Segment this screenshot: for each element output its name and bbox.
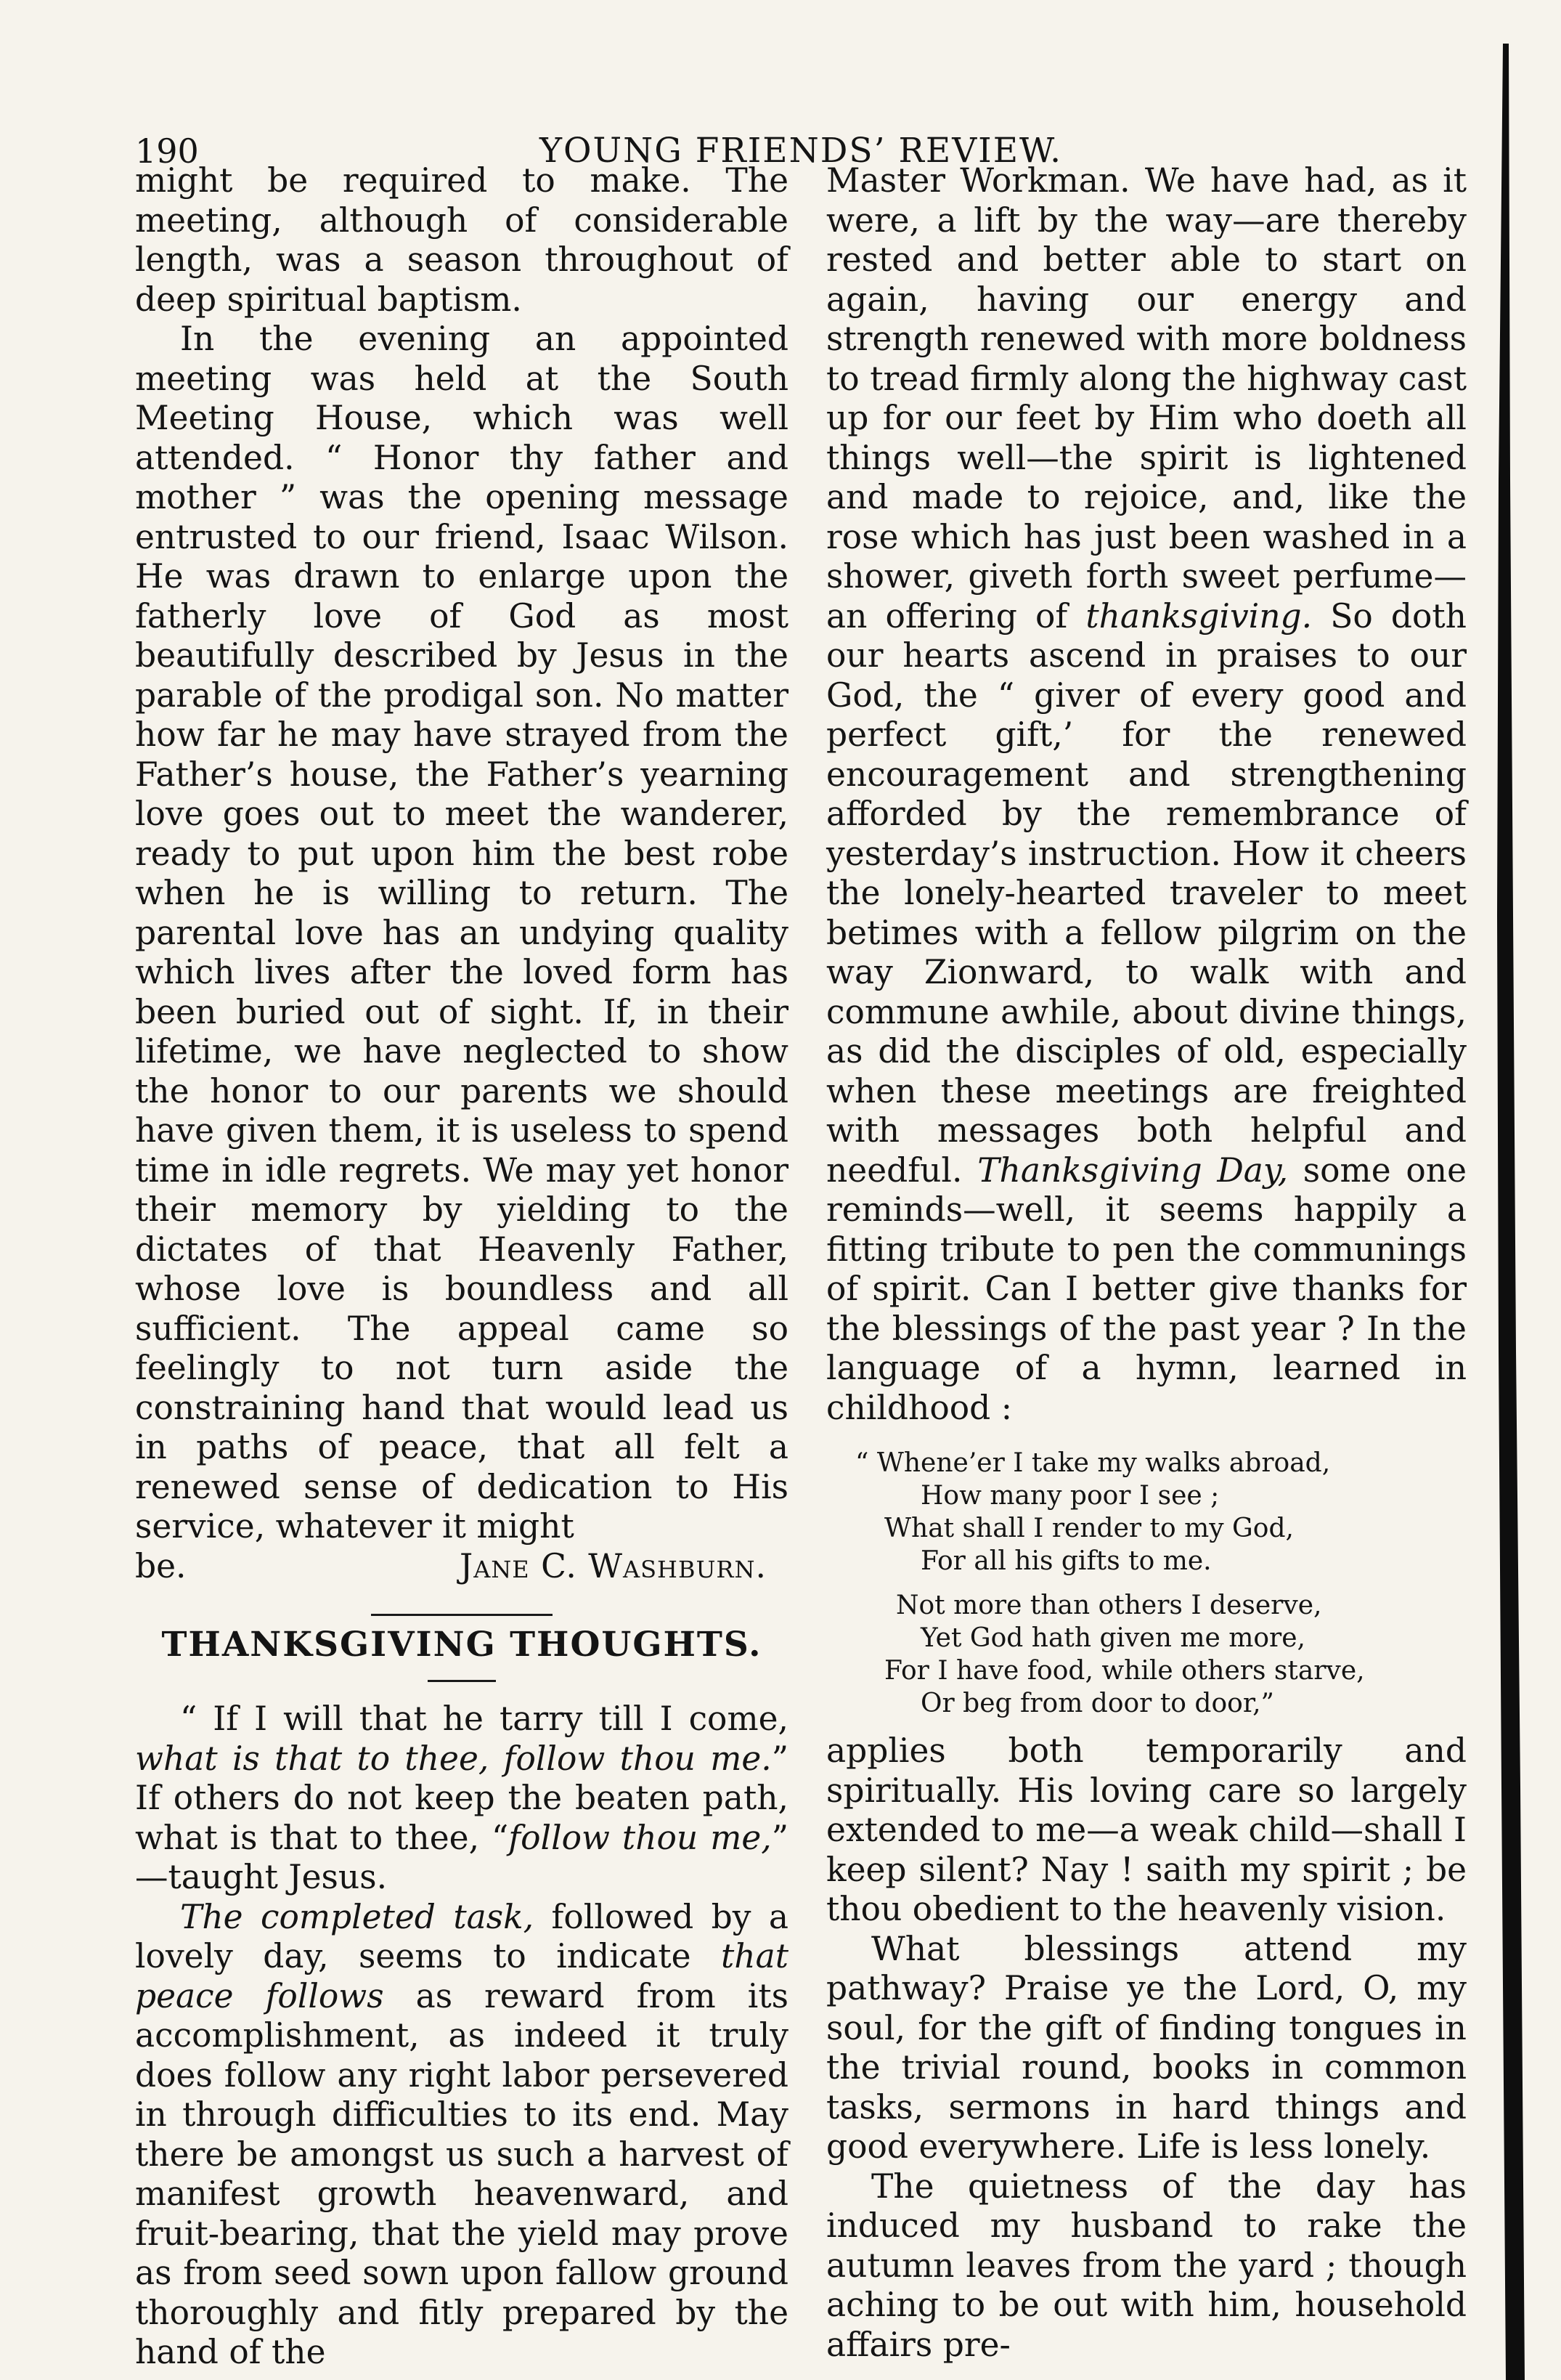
running-head: YOUNG FRIENDS’ REVIEW.: [539, 131, 1063, 171]
poem-line: How many poor I see ;: [921, 1481, 1220, 1511]
poem-line: “ Whene’er I take my walks abroad,: [855, 1448, 1331, 1478]
page-number: 190: [135, 131, 199, 171]
paragraph: In the evening an appointed meeting was held at the South Meeting House, which was well attended. “ Honor thy father and mother ” was the opening message entrusted to our friend, Isaac Wilson. He was drawn to enlarge upon the fatherly love of God as most beautifully described by Jesus in the parable of the prodigal son. No matter how far he may have strayed from the Father’s house, the Father’s yearning love goes out to meet the wanderer, ready to put upon him the best robe when he is willing to return. The parental love has an undying quality which lives after the loved form has been buried out of sight. If, in their lifetime, we have neglected to show the honor to our parents we should have given them, it is useless to spend time in idle regrets. We may yet honor their memory by yielding to the dictates of that Heavenly Father, whose love is boundless and all sufficient. The appeal came so feelingly to not turn aside the constraining hand that would lead us in paths of peace, that all felt a renewed sense of dedication to His service, whatever it might: [135, 320, 788, 1546]
italic-text: that peace follows: [135, 1937, 788, 2015]
italic-text: thanksgiving.: [1085, 596, 1313, 635]
stanza: [826, 1589, 1467, 1720]
text-run: ” —taught Jesus.: [135, 1818, 788, 1896]
poem-line: Not more than others I deserve,: [896, 1591, 1322, 1620]
text-run: So doth our hearts ascend in praises to our God, the “ giver of every good and perfect gift,’ for the renewed encouragement and strengthening afforded by the remembrance of yesterday’s instruction. How it cheers the lonely-hearted traveler to meet betimes with a fellow pilgrim on the way Zionward, to walk with and commune awhile, about divine things, as did the disciples of old, especially when these meetings are freighted with messages both helpful and needful.: [826, 596, 1467, 1190]
poem-line: What shall I render to my God,: [884, 1514, 1294, 1543]
paragraph: What blessings attend my pathway? Praise ye the Lord, O, my soul, for the gift of finding tongues in the trivial round, books in common tasks, sermons in hard things and good everywhere. Life is less lonely.: [826, 1929, 1467, 2166]
paragraph-end: be.: [135, 1546, 187, 1585]
left-column: [135, 161, 788, 2373]
italic-text: Thanksgiving Day,: [977, 1150, 1289, 1190]
title-rule: [428, 1680, 496, 1682]
hymn-quote: [826, 1447, 1467, 1720]
text-run: as reward from its accomplishment, as indeed it truly does follow any right labor persevered in through difficulties to its end. May there be amongst us such a harvest of manifest growth heavenward, and fruit-bearing, that the yield may prove as from seed sown upon fallow ground thoroughly and fitly prepared by the hand of the: [135, 1976, 788, 2371]
paragraph: [135, 1699, 788, 1898]
poem-line: For I have food, while others starve,: [884, 1656, 1365, 1686]
poem-line: For all his gifts to me.: [921, 1546, 1212, 1576]
paragraph: might be required to make. The meeting, although of considerable length, was a season throughout of deep spiritual baptism.: [135, 161, 788, 319]
italic-text: what is that to thee, follow thou me.: [135, 1739, 772, 1778]
page-edge-shadow: [1481, 44, 1532, 2380]
text-run: ” If others do not keep the beaten path, what is that to thee, “: [135, 1739, 788, 1857]
stanza: [826, 1447, 1467, 1577]
signature: Jane C. Washburn.: [459, 1546, 767, 1585]
italic-text: The completed task,: [180, 1897, 534, 1936]
right-column: [826, 161, 1467, 2365]
poem-line: Yet God hath given me more,: [921, 1623, 1305, 1653]
italic-text: follow thou me,: [508, 1818, 772, 1857]
paragraph: The quietness of the day has induced my husband to rake the autumn leaves from the yard ; though aching to be out with him, household affairs pre-: [826, 2166, 1467, 2364]
poem-line: Or beg from door to door,”: [921, 1689, 1274, 1718]
section-divider: [371, 1614, 553, 1616]
signature-line: [135, 1547, 788, 1587]
text-run: followed by a lovely day, seems to indicate: [135, 1897, 789, 1975]
paragraph: [135, 1898, 788, 2373]
paragraph: [826, 161, 1467, 1428]
text-run: some one reminds—well, it seems happily a fitting tribute to pen the communings of spirit. Can I better give thanks for the blessings of the past year ? In the language of a hymn, learned in childhood :: [826, 1150, 1467, 1427]
text-run: Master Workman. We have had, as it were, a lift by the way—are thereby rested and better able to start on again, having our energy and strength renewed with more boldness to tread firmly along the highway cast up for our feet by Him who doeth all things well—the spirit is lightened and made to rejoice, and, like the rose which has just been washed in a shower, giveth forth sweet perfume—an offering of: [826, 161, 1467, 635]
paragraph: applies both temporarily and spiritually. His loving care so largely extended to me—a weak child—shall I keep silent? Nay ! saith my spirit ; be thou obedient to the heavenly vision.: [826, 1731, 1467, 1928]
text-run: “ If I will that he tarry till I come,: [180, 1699, 788, 1738]
section-title: THANKSGIVING THOUGHTS.: [161, 1625, 762, 1665]
